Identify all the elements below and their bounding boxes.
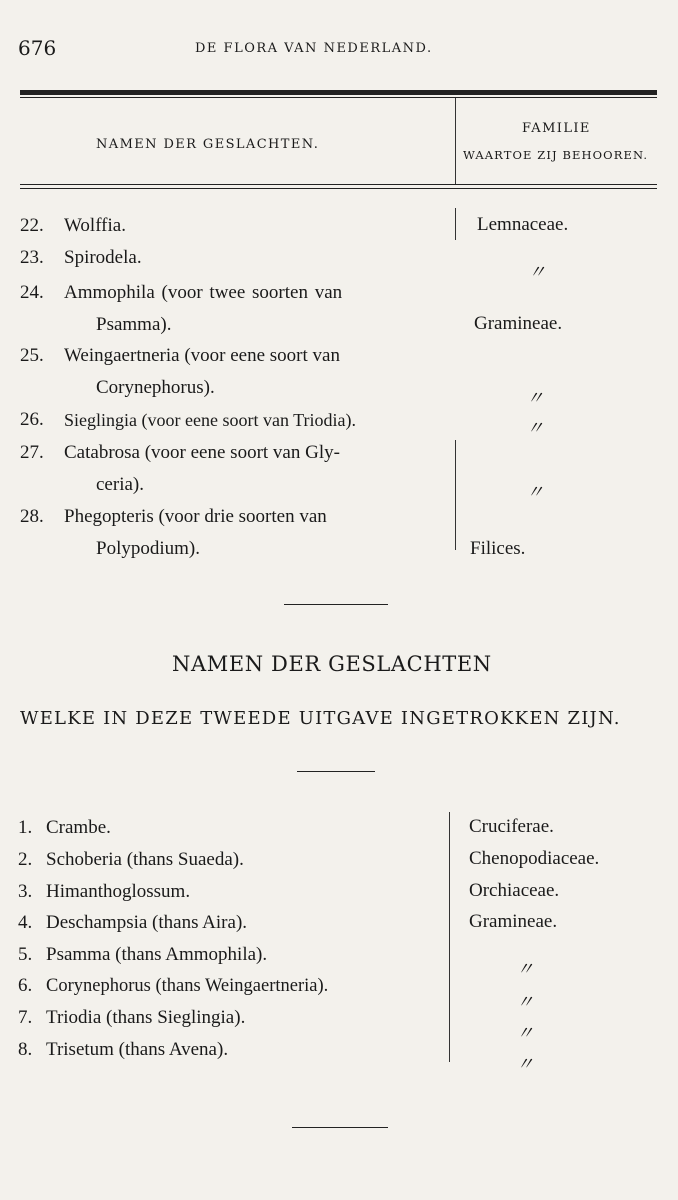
- running-title: DE FLORA VAN NEDERLAND.: [195, 41, 433, 56]
- genus-name: Phegopteris (voor drie soorten van: [64, 506, 327, 527]
- header-bottom-rule-1: [20, 184, 657, 185]
- row-number: 28.: [20, 506, 44, 527]
- ditto-mark: 〃: [516, 1054, 534, 1074]
- genus-name-cont: Psamma).: [96, 314, 172, 335]
- genus-name: Weingaertneria (voor eene soort van: [64, 345, 340, 366]
- genus-name-cont: Corynephorus).: [96, 377, 215, 398]
- genus-name: Catabrosa (voor eene soort van Gly-: [64, 442, 340, 463]
- genus-name: Sieglingia (voor eene soort van Triodia).: [64, 410, 356, 430]
- row-number: 24.: [20, 282, 44, 303]
- family-name: Orchiaceae.: [469, 880, 560, 901]
- item-number: 6.: [18, 975, 33, 996]
- item-number: 1.: [18, 817, 33, 838]
- header-divider: [455, 98, 456, 184]
- family-name: Gramineae.: [469, 911, 558, 932]
- item-number: 2.: [18, 849, 33, 870]
- column-divider: [449, 812, 450, 1062]
- column-divider: [455, 208, 456, 240]
- row-number: 22.: [20, 215, 44, 236]
- genus-name: Trisetum (thans Avena).: [46, 1039, 229, 1060]
- family-name: Cruciferae.: [469, 816, 554, 837]
- ditto-mark: 〃: [526, 388, 544, 408]
- row-number: 25.: [20, 345, 44, 366]
- section-subtitle: WELKE IN DEZE TWEEDE UITGAVE INGETROKKEN ZIJN.: [20, 708, 621, 729]
- genus-name: Triodia (thans Sieglingia).: [46, 1007, 246, 1028]
- ditto-mark: 〃: [526, 482, 544, 502]
- table-top-rule-thick: [20, 90, 657, 95]
- genus-name-cont: ceria).: [96, 474, 144, 495]
- row-number: 27.: [20, 442, 44, 463]
- genus-name: Wolffia.: [64, 215, 126, 236]
- family-name: Chenopodiaceae.: [469, 848, 600, 869]
- family-name: Filices.: [470, 538, 526, 559]
- genus-name: Spirodela.: [64, 247, 142, 268]
- column-header-family-sub: WAARTOE ZIJ BEHOOREN.: [463, 148, 649, 162]
- genus-name: Himanthoglossum.: [46, 881, 191, 902]
- ditto-mark: 〃: [528, 262, 546, 282]
- column-header-family: FAMILIE: [522, 121, 591, 136]
- genus-name: Ammophila (voor twee soorten van: [64, 282, 343, 303]
- bottom-separator: [292, 1127, 388, 1128]
- item-number: 4.: [18, 912, 33, 933]
- genus-name: Crambe.: [46, 817, 111, 838]
- ditto-mark: 〃: [516, 1023, 534, 1043]
- table-top-rule-thin: [20, 97, 657, 98]
- genus-name-cont: Polypodium).: [96, 538, 200, 559]
- genus-name: Deschampsia (thans Aira).: [46, 912, 248, 933]
- item-number: 5.: [18, 944, 33, 965]
- family-name: Gramineae.: [474, 313, 563, 334]
- row-number: 23.: [20, 247, 44, 268]
- section-title: NAMEN DER GESLACHTEN: [172, 652, 492, 676]
- subtitle-separator: [297, 771, 375, 772]
- ditto-mark: 〃: [516, 959, 534, 979]
- genus-name: Psamma (thans Ammophila).: [46, 944, 268, 965]
- row-number: 26.: [20, 409, 44, 430]
- genus-name: Schoberia (thans Suaeda).: [46, 849, 244, 870]
- header-bottom-rule-2: [20, 188, 657, 189]
- section-separator: [284, 604, 388, 605]
- column-divider: [455, 440, 456, 550]
- family-name: Lemnaceae.: [477, 214, 569, 235]
- column-header-names: NAMEN DER GESLACHTEN.: [96, 137, 320, 152]
- item-number: 8.: [18, 1039, 33, 1060]
- ditto-mark: 〃: [516, 992, 534, 1012]
- item-number: 7.: [18, 1007, 33, 1028]
- item-number: 3.: [18, 881, 33, 902]
- page-number: 676: [18, 36, 57, 60]
- genus-name: Corynephorus (thans Weingaertneria).: [46, 976, 329, 996]
- ditto-mark: 〃: [526, 418, 544, 438]
